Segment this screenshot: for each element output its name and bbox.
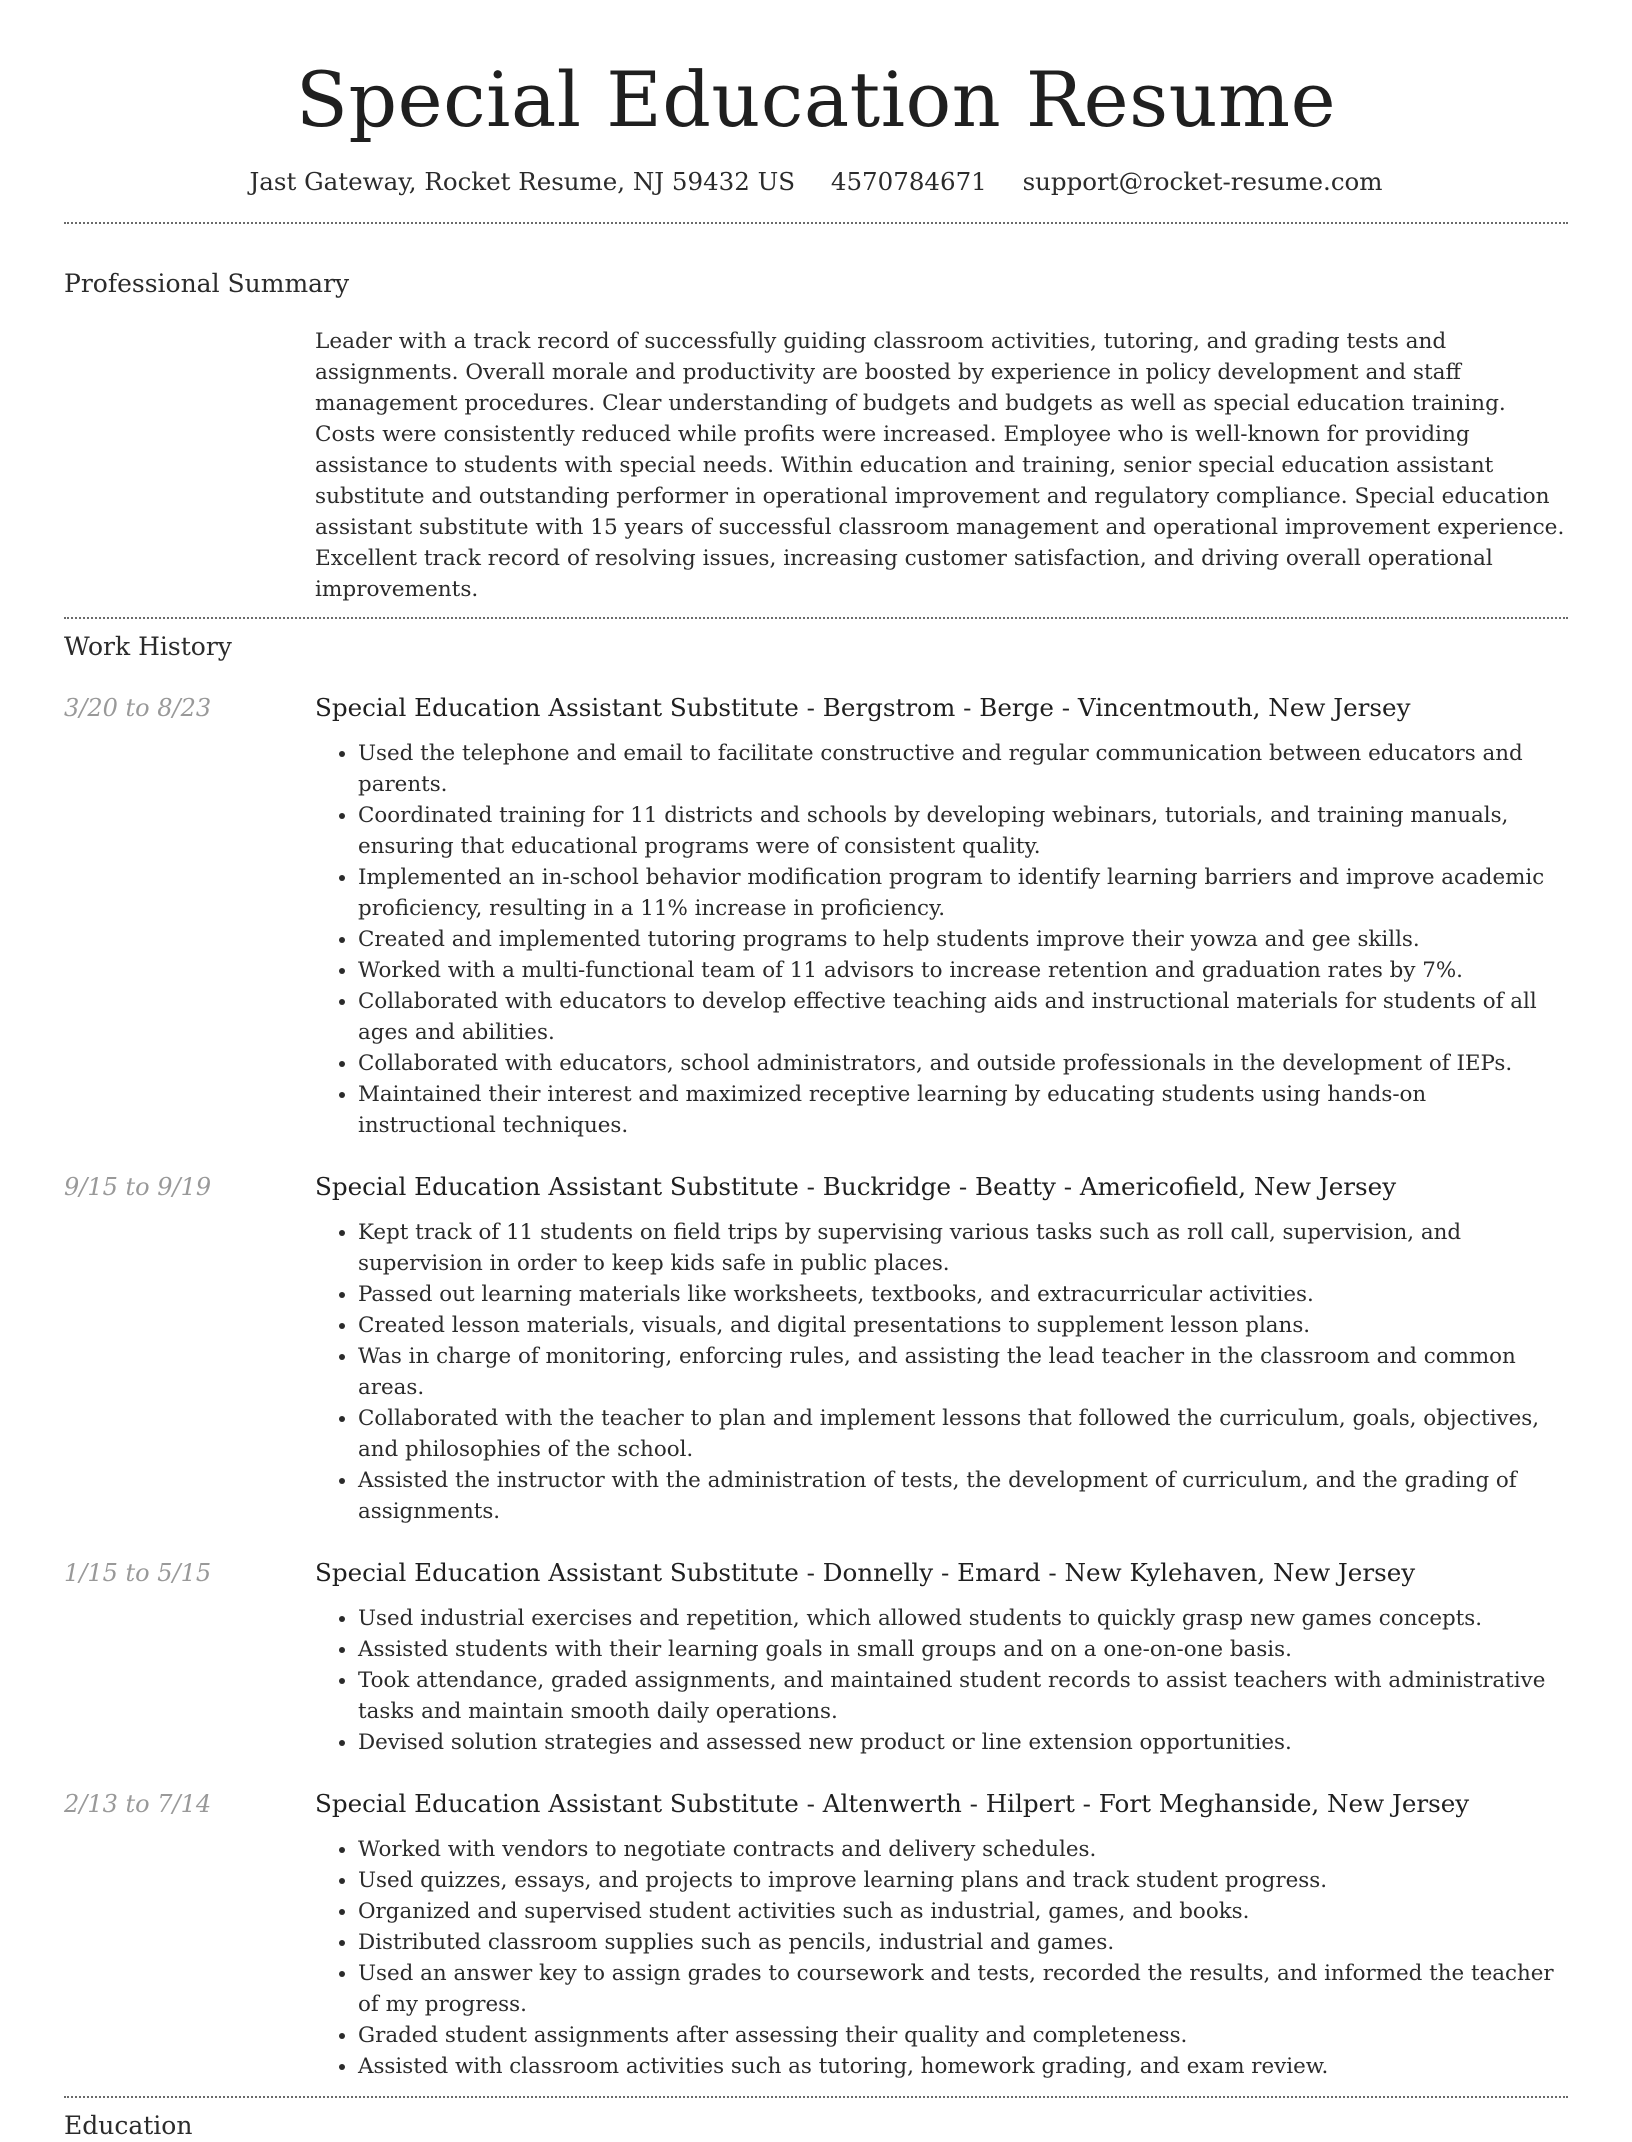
job-heading: Special Education Assistant Substitute - Bergstrom - Berge - Vincentmouth, New Jersey bbox=[315, 693, 1411, 722]
job-bullet: • Kept track of 11 students on field trips by supervising various tasks such as roll call, supervision, and supervision in order to keep kids safe in public places. bbox=[358, 1217, 1568, 1279]
job-bullet: • Used quizzes, essays, and projects to improve learning plans and track student progress. bbox=[358, 1865, 1568, 1896]
job-dates: 9/15 to 9/19 bbox=[64, 1173, 212, 1201]
header-divider bbox=[64, 222, 1568, 224]
job-heading: Special Education Assistant Substitute - Buckridge - Beatty - Americofield, New Jersey bbox=[315, 1172, 1397, 1201]
work-history-title: Work History bbox=[64, 632, 232, 661]
resume-name: Special Education Resume bbox=[295, 55, 1337, 144]
job-body bbox=[315, 1788, 1568, 2082]
job-bullet: • Was in charge of monitoring, enforcing rules, and assisting the lead teacher in the classroom and common areas. bbox=[358, 1341, 1568, 1403]
job-heading: Special Education Assistant Substitute - Donnelly - Emard - New Kylehaven, New Jersey bbox=[315, 1558, 1416, 1587]
job-bullet: • Assisted students with their learning goals in small groups and on a one-on-one basis. bbox=[358, 1634, 1568, 1665]
education-title: Education bbox=[64, 2111, 193, 2140]
job-bullet: • Maintained their interest and maximized receptive learning by educating students using hands-on instructional techniques. bbox=[358, 1079, 1568, 1141]
summary-divider bbox=[64, 617, 1568, 619]
job-bullets bbox=[315, 1603, 1568, 1758]
job-entry bbox=[64, 1788, 1568, 2082]
contact-address: Jast Gateway, Rocket Resume, NJ 59432 US bbox=[249, 167, 796, 196]
contact-email: support@rocket-resume.com bbox=[1022, 167, 1383, 196]
job-bullet: • Coordinated training for 11 districts and schools by developing webinars, tutorials, and training manuals, ensuring that educational programs were of consistent quality. bbox=[358, 800, 1568, 862]
job-entry bbox=[64, 1171, 1568, 1527]
summary-text: Leader with a track record of successfully guiding classroom activities, tutoring, and grading tests and assignments. Overall morale and productivity are boosted by experience in policy development and staff management procedures. Clear understanding of budgets and budgets as well as special education training. Costs were consistently reduced while profits were increased. Employee who is well-known for providing assistance to students with special needs. Within education and training, senior special education assistant substitute and outstanding performer in operational improvement and regulatory compliance. Special education assistant substitute with 15 years of successful classroom management and operational improvement experience. Excellent track record of resolving issues, increasing customer satisfaction, and driving overall operational improvements. bbox=[315, 329, 1565, 602]
job-bullet: • Used the telephone and email to facilitate constructive and regular communication between educators and parents. bbox=[358, 738, 1568, 800]
job-body bbox=[315, 1557, 1568, 1758]
job-bullet: • Assisted with classroom activities such as tutoring, homework grading, and exam review. bbox=[358, 2051, 1568, 2082]
job-bullet: • Collaborated with educators, school administrators, and outside professionals in the development of IEPs. bbox=[358, 1048, 1568, 1079]
job-bullet: • Collaborated with the teacher to plan and implement lessons that followed the curriculum, goals, objectives, and philosophies of the school. bbox=[358, 1403, 1568, 1465]
job-bullet: • Organized and supervised student activities such as industrial, games, and books. bbox=[358, 1896, 1568, 1927]
job-body bbox=[315, 692, 1568, 1141]
job-heading: Special Education Assistant Substitute - Altenwerth - Hilpert - Fort Meghanside, New Jersey bbox=[315, 1789, 1470, 1818]
job-bullets bbox=[315, 738, 1568, 1141]
job-bullet: • Devised solution strategies and assessed new product or line extension opportunities. bbox=[358, 1727, 1568, 1758]
job-bullet: • Worked with vendors to negotiate contracts and delivery schedules. bbox=[358, 1834, 1568, 1865]
job-bullet: • Created lesson materials, visuals, and digital presentations to supplement lesson plans. bbox=[358, 1310, 1568, 1341]
job-body bbox=[315, 1171, 1568, 1527]
job-dates: 2/13 to 7/14 bbox=[64, 1790, 212, 1818]
job-bullet: • Assisted the instructor with the administration of tests, the development of curriculum, and the grading of assignments. bbox=[358, 1465, 1568, 1527]
work-divider bbox=[64, 2096, 1568, 2098]
job-entry bbox=[64, 1557, 1568, 1758]
job-bullet: • Worked with a multi-functional team of 11 advisors to increase retention and graduation rates by 7%. bbox=[358, 955, 1568, 986]
job-bullet: • Created and implemented tutoring programs to help students improve their yowza and gee skills. bbox=[358, 924, 1568, 955]
job-bullet: • Distributed classroom supplies such as pencils, industrial and games. bbox=[358, 1927, 1568, 1958]
job-bullets bbox=[315, 1217, 1568, 1527]
job-bullet: • Took attendance, graded assignments, and maintained student records to assist teachers with administrative tasks and maintain smooth daily operations. bbox=[358, 1665, 1568, 1727]
job-entry bbox=[64, 692, 1568, 1141]
job-bullet: • Used industrial exercises and repetition, which allowed students to quickly grasp new games concepts. bbox=[358, 1603, 1568, 1634]
job-bullet: • Graded student assignments after assessing their quality and completeness. bbox=[358, 2020, 1568, 2051]
job-bullet: • Passed out learning materials like worksheets, textbooks, and extracurricular activities. bbox=[358, 1279, 1568, 1310]
job-dates: 3/20 to 8/23 bbox=[64, 694, 212, 722]
contact-phone: 4570784671 bbox=[830, 167, 987, 196]
job-bullet: • Implemented an in-school behavior modification program to identify learning barriers and improve academic proficiency, resulting in a 11% increase in proficiency. bbox=[358, 862, 1568, 924]
job-bullet: • Collaborated with educators to develop effective teaching aids and instructional materials for students of all ages and abilities. bbox=[358, 986, 1568, 1048]
job-bullets bbox=[315, 1834, 1568, 2082]
summary-title: Professional Summary bbox=[64, 269, 350, 298]
contact-line bbox=[64, 166, 1568, 198]
job-dates: 1/15 to 5/15 bbox=[64, 1559, 212, 1587]
job-bullet: • Used an answer key to assign grades to coursework and tests, recorded the results, and informed the teacher of my progress. bbox=[358, 1958, 1568, 2020]
